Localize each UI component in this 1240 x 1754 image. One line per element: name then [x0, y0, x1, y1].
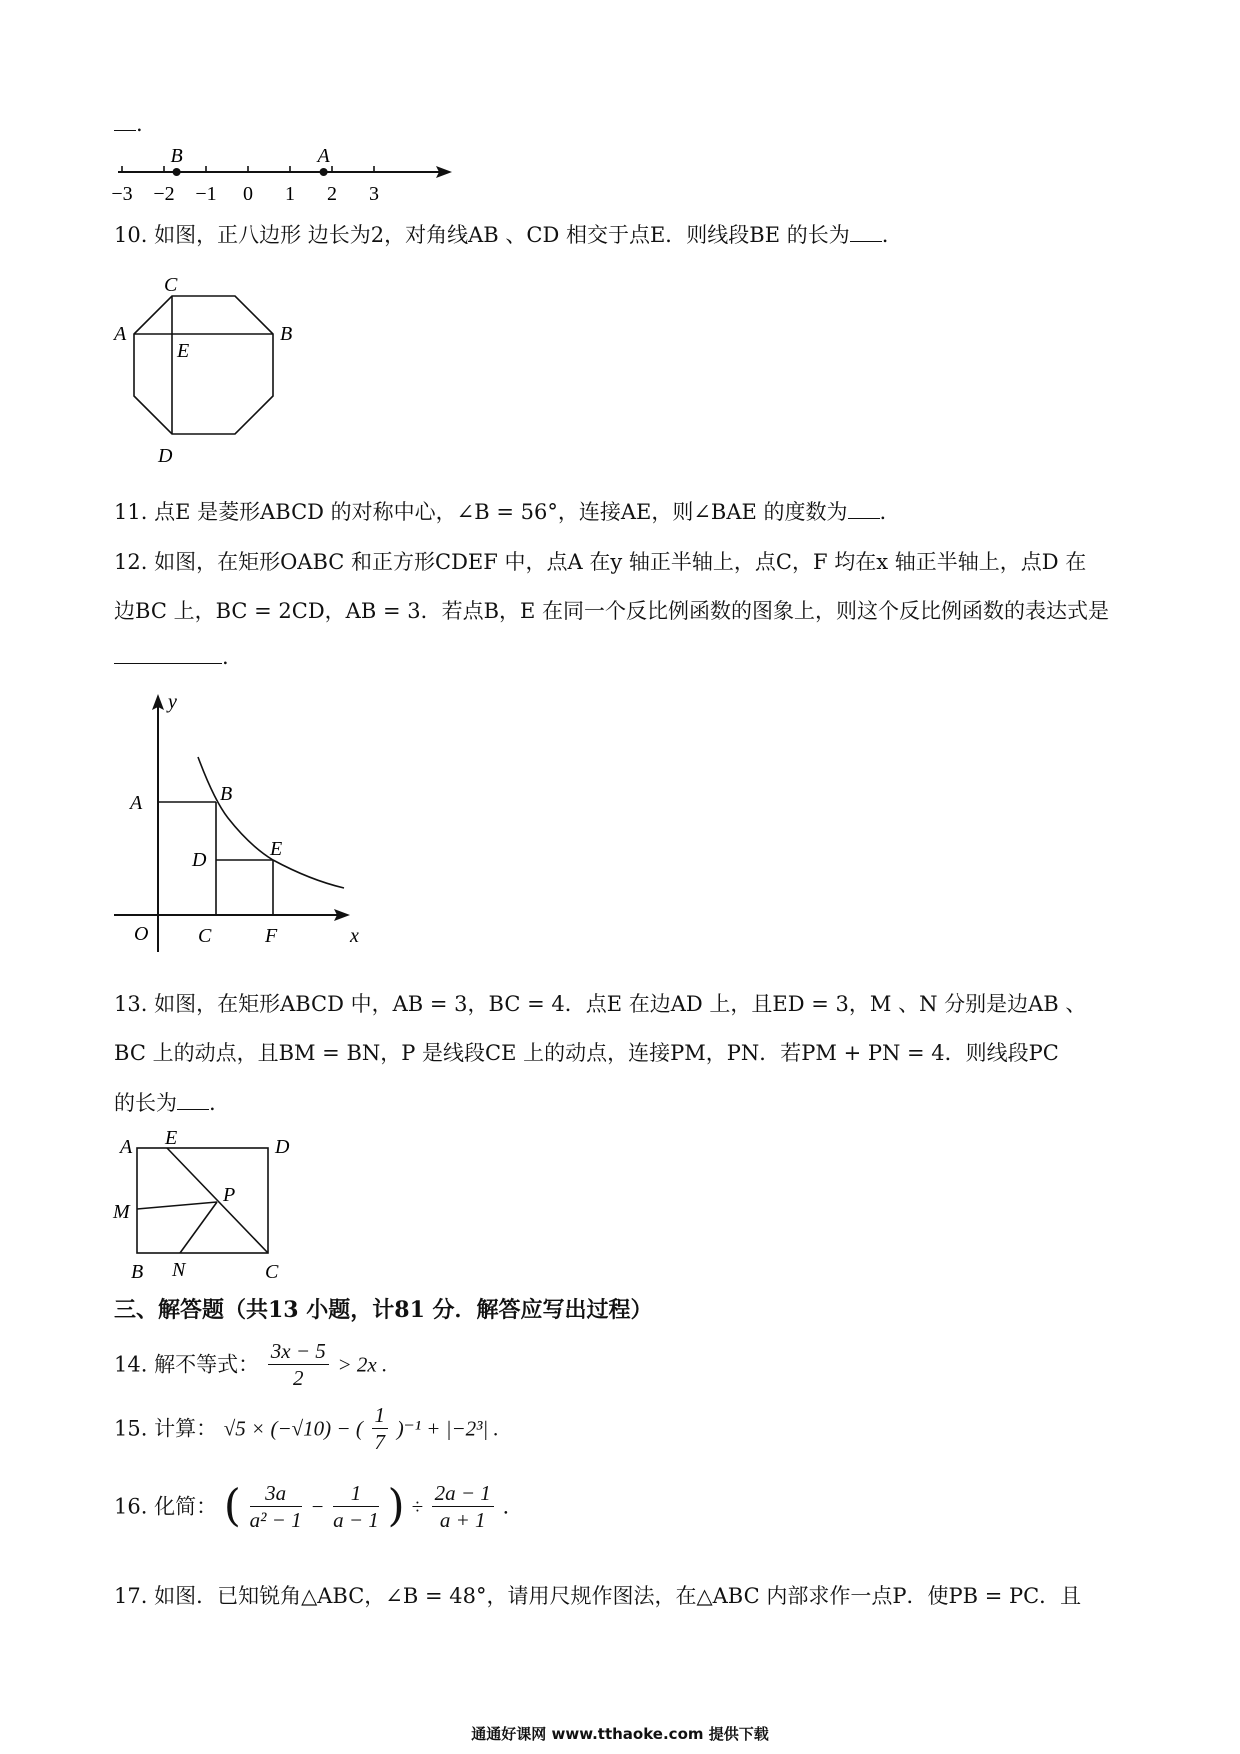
number-line-point-B [173, 168, 181, 176]
number-line-point-label: A [317, 146, 330, 167]
question-16: 16. 化简： ( $\frac{3a}{\text{a² − 1}}$ − $\frac{1}{a - 1}$ ) ÷ $\frac{2a - 1}{a + 1}$ . [114, 1480, 510, 1532]
regular-octagon [134, 296, 273, 434]
label-A: A [130, 792, 143, 814]
label-y: y [168, 691, 177, 713]
fraction-q16-2: $\frac{1}{a - 1}$ [333, 1481, 379, 1532]
number-line-figure [110, 146, 460, 208]
inverse-proportion-figure [110, 690, 380, 960]
label-x: x [350, 925, 359, 947]
label-A: A [120, 1136, 133, 1158]
label-M: M [113, 1201, 130, 1223]
number-line-tick-label: 3 [369, 183, 379, 205]
number-line-tick-label: −2 [153, 183, 175, 205]
fraction-q15: $\frac{1}{7}$ [372, 1402, 389, 1455]
question-11: 11. 点E 是菱形ABCD 的对称中心，∠B = 56°，连接AE，则∠BAE 的度数为 . [114, 500, 887, 524]
number-line-tick-label: 2 [327, 183, 337, 205]
number-line-tick-label: −1 [195, 183, 217, 205]
number-line-tick-label: 1 [285, 183, 295, 205]
octagon-figure [110, 268, 310, 470]
label-C: C [265, 1261, 279, 1283]
label-D: D [275, 1136, 290, 1158]
question-15: 15. 计算： √5 × (−√10) − ( $\frac{1}{7}$ )⁻¹ + |−2³| . [114, 1403, 499, 1454]
label-F: F [265, 925, 278, 947]
question-17: 17. 如图．已知锐角△ABC，∠B = 48°，请用尺规作图法，在△ABC 内部求作一点P．使PB = PC．且 [114, 1584, 1082, 1608]
label-C: C [164, 274, 178, 296]
question-13-line-3: 的长为 . [114, 1091, 216, 1115]
question-13-line-1: 13. 如图，在矩形ABCD 中，AB = 3，BC = 4．点E 在边AD 上，且ED = 3，M 、N 分别是边AB 、 [114, 992, 1087, 1016]
question-13-line-2: BC 上的动点，且BM = BN，P 是线段CE 上的动点，连接PM，PN．若PM + PN = 4．则线段PC [114, 1041, 1059, 1065]
label-B: B [280, 323, 293, 345]
label-D: D [158, 445, 173, 467]
label-D: D [192, 849, 207, 871]
rectangle-pm-pn-figure [110, 1130, 310, 1284]
fraction-q16-3: $\frac{2a - 1}{a + 1}$ [432, 1480, 494, 1533]
answer-blank-q9: . [114, 112, 143, 136]
question-12-line-2: 边BC 上，BC = 2CD，AB = 3．若点B，E 在同一个反比例函数的图象上，则这个反比例函数的表达式是 [114, 599, 1110, 623]
label-E: E [165, 1130, 178, 1149]
label-P: P [223, 1184, 236, 1206]
segment-PM [137, 1202, 217, 1209]
page-footer: 通通好课网 www.tthaoke.com 提供下载 [471, 1725, 769, 1743]
label-A: A [114, 323, 127, 345]
label-C: C [198, 925, 212, 947]
answer-blank-q12: . [114, 645, 229, 669]
number-line-tick-label: 0 [243, 183, 253, 205]
hyperbola-curve [198, 757, 344, 888]
question-10: 10. 如图，正八边形 边长为2，对角线AB 、CD 相交于点E．则线段BE 的长为 . [114, 223, 889, 247]
section-3-heading: 三、解答题（共13 小题，计81 分．解答应写出过程） [114, 1297, 653, 1323]
label-B: B [220, 783, 233, 805]
question-14: 14. 解不等式： $\frac{3x - 5}{2}$ > 2x . [114, 1339, 388, 1390]
label-O: O [134, 923, 149, 945]
number-line-point-A [320, 168, 328, 176]
rectangle-ABCD [137, 1148, 268, 1253]
fraction-q16-1: $\frac{3a}{\text{a² − 1}}$ [249, 1481, 302, 1532]
number-line-point-label: B [170, 146, 183, 167]
question-12-line-1: 12. 如图，在矩形OABC 和正方形CDEF 中，点A 在y 轴正半轴上，点C，F 均在x 轴正半轴上，点D 在 [114, 550, 1087, 574]
label-B: B [131, 1261, 144, 1283]
label-N: N [172, 1259, 186, 1281]
number-line-tick-label: −3 [111, 183, 133, 205]
segment-EC [167, 1148, 268, 1253]
label-E: E [270, 838, 283, 860]
segment-PN [180, 1202, 217, 1253]
label-E: E [177, 340, 190, 362]
fraction-q14: $\frac{3x - 5}{2}$ [268, 1338, 329, 1391]
